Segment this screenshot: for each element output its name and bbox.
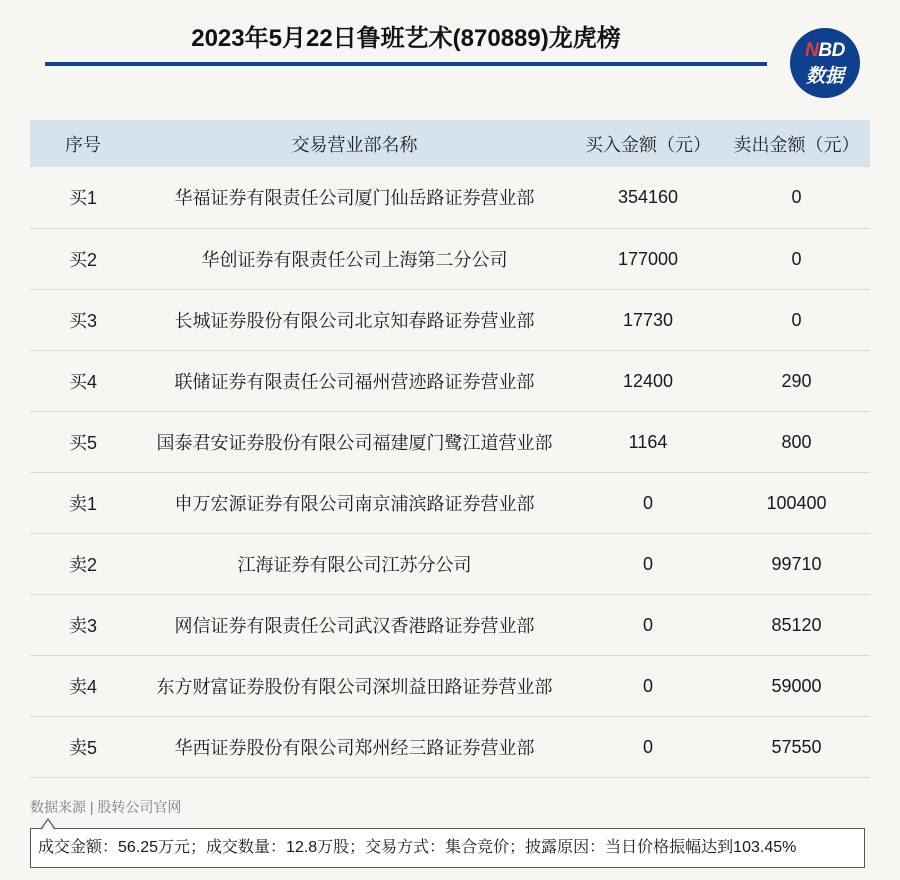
row-rank: 卖1 (68, 493, 97, 514)
row-rank: 买5 (68, 432, 97, 453)
table-row (30, 411, 870, 472)
data-source: 数据来源 | 股转公司官网 (30, 799, 182, 815)
row-branch-name: 国泰君安证券股份有限公司福建厦门鹭江道营业部 (156, 432, 553, 453)
header-rank: 序号 (65, 134, 101, 155)
table-row (30, 350, 870, 411)
note-pointer-fill (42, 820, 54, 829)
logo-line2: 数据 (805, 66, 844, 87)
row-sell-amount: 85120 (771, 614, 822, 635)
row-branch-name: 华福证券有限责任公司厦门仙岳路证券营业部 (174, 188, 535, 209)
row-branch-name: 东方财富证券股份有限公司深圳益田路证券营业部 (156, 676, 553, 697)
table-row (30, 228, 870, 289)
row-branch-name: 联储证券有限责任公司福州营迹路证券营业部 (174, 371, 535, 392)
row-buy-amount: 0 (642, 675, 653, 696)
row-sell-amount: 0 (791, 309, 802, 330)
table-row (30, 655, 870, 716)
row-sell-amount: 800 (781, 431, 812, 452)
row-rank: 卖2 (68, 554, 97, 575)
row-buy-amount: 0 (642, 736, 653, 757)
row-rank: 卖3 (68, 615, 97, 636)
row-rank: 卖5 (68, 737, 97, 758)
header-branch-name: 交易营业部名称 (291, 134, 418, 155)
row-sell-amount: 0 (791, 248, 802, 269)
row-rank: 买4 (68, 371, 97, 392)
row-buy-amount: 0 (642, 553, 653, 574)
header-sell-amount: 卖出金额（元） (733, 134, 860, 155)
table-row (30, 716, 870, 777)
row-buy-amount: 0 (642, 492, 653, 513)
row-buy-amount: 177000 (617, 248, 679, 269)
table-row (30, 594, 870, 655)
trade-summary-note: 成交金额：56.25万元；成交数量：12.8万股；交易方式：集合竞价；披露原因：当日价格振幅达到103.45% (30, 828, 865, 868)
row-branch-name: 华西证券股份有限公司郑州经三路证券营业部 (174, 737, 535, 758)
row-rank: 买3 (68, 310, 97, 331)
logo-line1: NBD (805, 40, 845, 61)
page-title: 2023年5月22日鲁班艺术(870889)龙虎榜 (191, 25, 621, 52)
table-row (30, 472, 870, 533)
row-rank: 买1 (68, 188, 97, 209)
row-sell-amount: 57550 (771, 736, 822, 757)
row-sell-amount: 59000 (771, 675, 822, 696)
row-branch-name: 江海证券有限公司江苏分公司 (237, 554, 472, 575)
table-row (30, 289, 870, 350)
table-header-row (30, 120, 870, 167)
nbd-logo (790, 28, 860, 98)
row-rank: 卖4 (68, 676, 97, 697)
row-buy-amount: 17730 (622, 309, 674, 330)
row-branch-name: 长城证券股份有限公司北京知春路证券营业部 (174, 310, 535, 331)
row-branch-name: 网信证券有限责任公司武汉香港路证券营业部 (174, 615, 535, 636)
row-sell-amount: 100400 (766, 492, 827, 513)
lhb-table (30, 120, 870, 778)
row-buy-amount: 354160 (617, 187, 679, 207)
row-buy-amount: 0 (642, 614, 653, 635)
row-buy-amount: 12400 (622, 370, 674, 391)
header-buy-amount: 买入金额（元） (585, 134, 711, 155)
row-branch-name: 申万宏源证券有限公司南京浦滨路证券营业部 (174, 493, 535, 514)
table-row (30, 167, 870, 228)
row-sell-amount: 0 (791, 187, 802, 207)
row-sell-amount: 99710 (771, 553, 822, 574)
row-rank: 买2 (68, 249, 97, 270)
table-row (30, 533, 870, 594)
row-sell-amount: 290 (781, 370, 812, 391)
title-underline (45, 62, 767, 66)
row-branch-name: 华创证券有限责任公司上海第二分公司 (201, 249, 508, 270)
row-buy-amount: 1164 (628, 431, 668, 452)
